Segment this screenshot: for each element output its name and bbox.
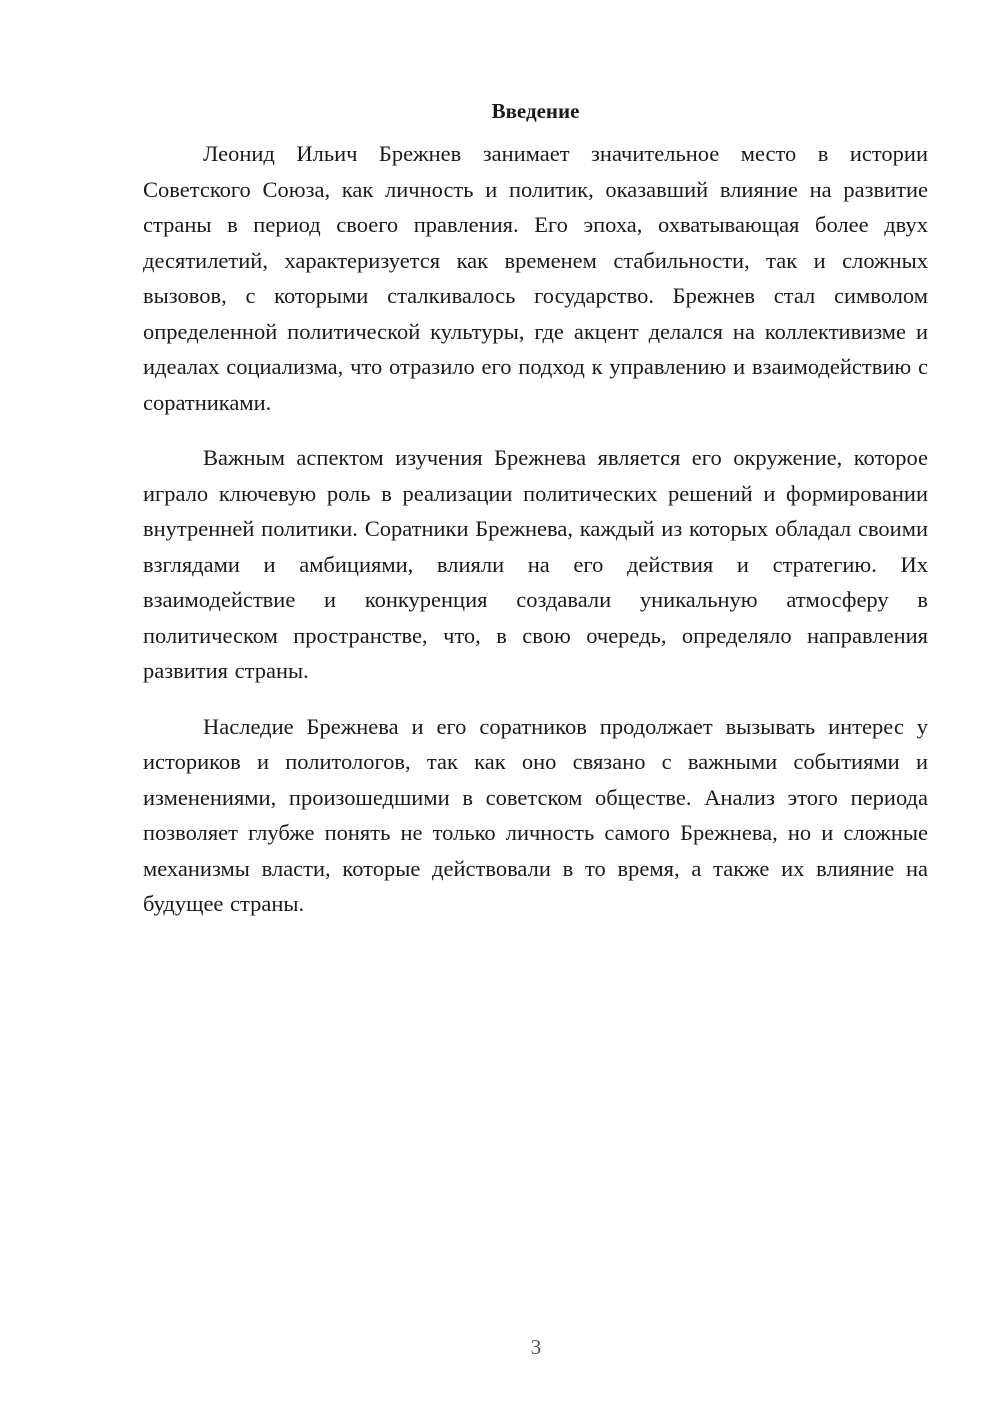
page-number: 3 [530, 1335, 542, 1359]
paragraph-3: Наследие Брежнева и его соратников продолжает вызывать интерес у историков и политологов, так как оно связано с важными событиями и изменениями, произошедшими в советском обществе. Анализ этого периода позволяет глубже понять не только личность самого Брежнева, но и сложные механизмы власти, которые действовали в то время, а также их влияние на будущее страны. [143, 713, 928, 916]
section-heading: Введение [491, 99, 580, 123]
document-body [143, 96, 928, 942]
paragraph-2: Важным аспектом изучения Брежнева является его окружение, которое играло ключевую роль в реализации политических решений и формировании внутренней политики. Соратники Брежнева, каждый из которых обладал своими взглядами и амбициями, влияли на его действия и стратегию. Их взаимодействие и конкуренция создавали уникальную атмосферу в политическом пространстве, что, в свою очередь, определяло направления развития страны. [143, 445, 928, 683]
paragraph-1: Леонид Ильич Брежнев занимает значительное место в истории Советского Союза, как личность и политик, оказавший влияние на развитие страны в период своего правления. Его эпоха, охватывающая более двух десятилетий, характеризуется как временем стабильности, так и сложных вызовов, с которыми сталкивалось государство. Брежнев стал символом определенной политической культуры, где акцент делался на коллективизме и идеалах социализма, что отразило его подход к управлению и взаимодействию с соратниками. [143, 141, 928, 415]
